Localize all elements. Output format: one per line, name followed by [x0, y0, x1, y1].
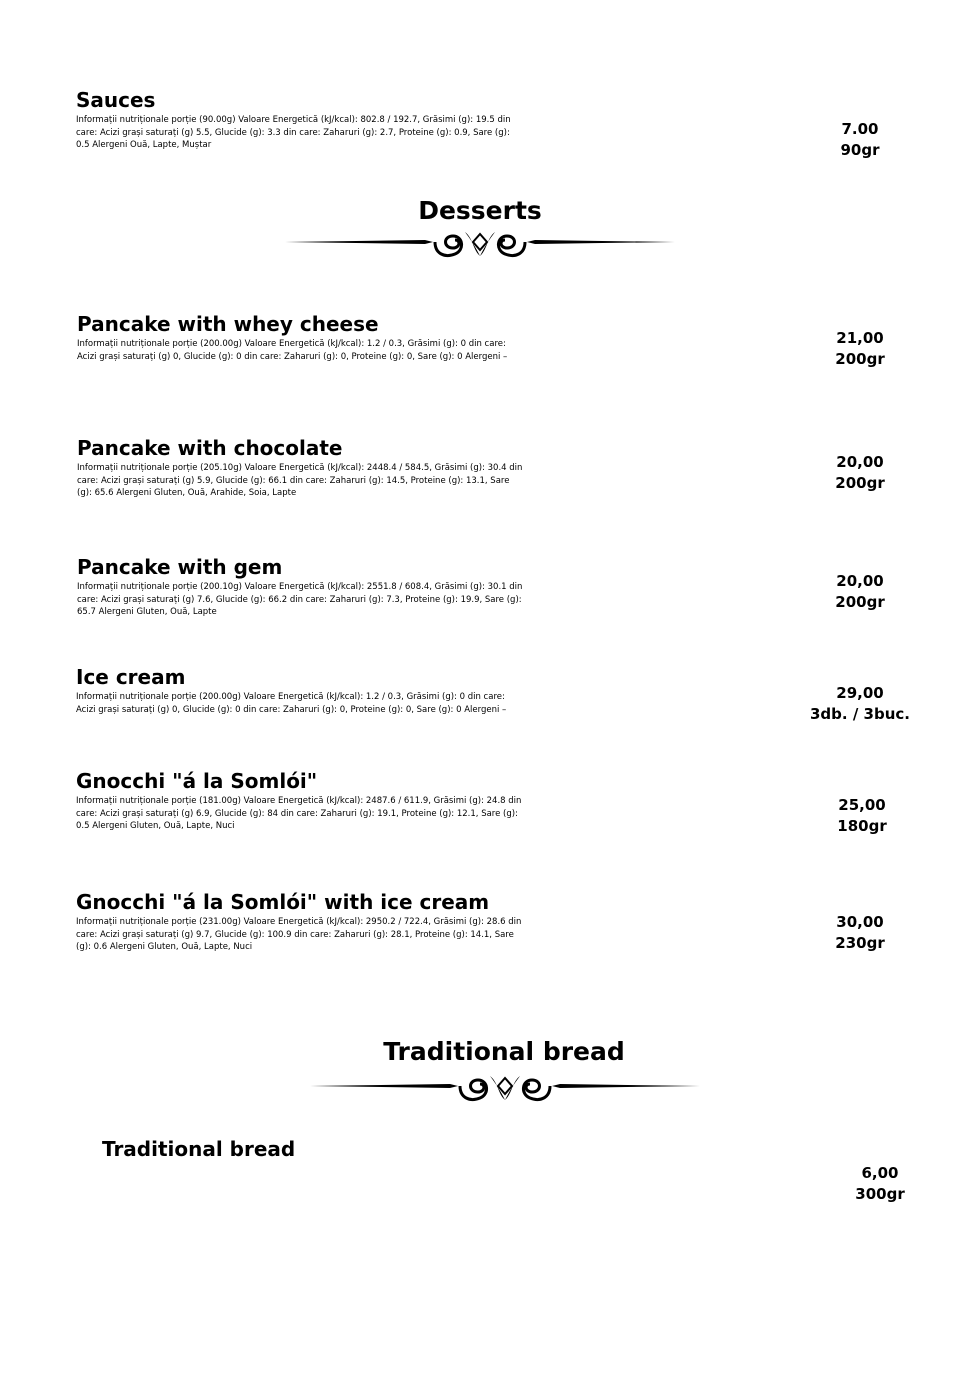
- item-name: Gnocchi "á la Somlói": [76, 769, 318, 793]
- price-block: [790, 912, 930, 954]
- item-weight: 230gr: [835, 934, 885, 952]
- menu-item-ice-cream: [76, 665, 536, 716]
- price-block: [790, 328, 930, 370]
- item-price: 20,00: [836, 453, 884, 471]
- price-block: [810, 1163, 950, 1205]
- item-name: Traditional bread: [102, 1137, 296, 1161]
- section-heading-traditional-bread: Traditional bread: [383, 1037, 625, 1066]
- item-price: 7.00: [841, 120, 879, 138]
- flourish-divider-icon: [285, 226, 675, 262]
- item-nutrition-info: Informații nutriționale porție (90.00g) Valoare Energetică (kJ/kcal): 802.8 / 192.7, Grăsimi (g): 19.5 din care: Acizi grași saturați (g) 5.5, Glucide (g): 3.3 din care: Zaharuri (g): 2.7, Proteine (g): 0.9, Sare (g): 0.5 Alergeni Ouă, Lapte, Muștar: [76, 115, 511, 150]
- item-price: 6,00: [861, 1164, 899, 1182]
- item-nutrition-info: Informații nutriționale porție (200.00g) Valoare Energetică (kJ/kcal): 1.2 / 0.3, Grăsimi (g): 0 din care: Acizi grași saturați (g) 0, Glucide (g): 0 din care: Zaharuri (g): 0, Proteine (g): 0, Sare (g): 0 Alergeni –: [77, 339, 508, 362]
- item-name: Gnocchi "á la Somlói" with ice cream: [76, 890, 490, 914]
- item-weight: 180gr: [837, 817, 887, 835]
- item-weight: 300gr: [855, 1185, 905, 1203]
- flourish-divider-icon: [310, 1070, 700, 1106]
- item-name: Sauces: [76, 88, 156, 112]
- item-nutrition-info: Informații nutriționale porție (231.00g) Valoare Energetică (kJ/kcal): 2950.2 / 722.4, Grăsimi (g): 28.6 din care: Acizi grași saturați (g) 9.7, Glucide (g): 100.9 din care: Zaharuri (g): 28.1, Proteine (g): 14.1, Sare (g): 0.6 Alergeni Gluten, Ouă, Lapte, Nuci: [76, 917, 522, 952]
- item-price: 30,00: [836, 913, 884, 931]
- price-block: [792, 795, 932, 837]
- item-price: 21,00: [836, 329, 884, 347]
- item-weight: 200gr: [835, 593, 885, 611]
- item-price: 20,00: [836, 572, 884, 590]
- item-price: 29,00: [836, 684, 884, 702]
- menu-item-gnocchi-somloi: [76, 769, 536, 833]
- item-weight: 3db. / 3buc.: [810, 705, 910, 723]
- menu-item-pancake-whey-cheese: [77, 312, 537, 363]
- item-name: Pancake with whey cheese: [77, 312, 379, 336]
- item-name: Pancake with gem: [77, 555, 283, 579]
- item-nutrition-info: Informații nutriționale porție (200.10g) Valoare Energetică (kJ/kcal): 2551.8 / 608.4, Grăsimi (g): 30.1 din care: Acizi grași saturați (g) 7.6, Glucide (g): 66.2 din care: Zaharuri (g): 7.3, Proteine (g): 19.9, Sare (g): 65.7 Alergeni Gluten, Ouă, Lapte: [77, 582, 523, 617]
- menu-item-pancake-chocolate: [77, 436, 537, 500]
- item-name: Pancake with chocolate: [77, 436, 343, 460]
- item-nutrition-info: Informații nutriționale porție (205.10g) Valoare Energetică (kJ/kcal): 2448.4 / 584.5, Grăsimi (g): 30.4 din care: Acizi grași saturați (g) 5.9, Glucide (g): 66.1 din care: Zaharuri (g): 14.5, Proteine (g): 13.1, Sare (g): 65.6 Alergeni Gluten, Ouă, Arahide, Soia, Lapte: [77, 463, 523, 498]
- item-price: 25,00: [838, 796, 886, 814]
- item-nutrition-info: Informații nutriționale porție (200.00g) Valoare Energetică (kJ/kcal): 1.2 / 0.3, Grăsimi (g): 0 din care: Acizi grași saturați (g) 0, Glucide (g): 0 din care: Zaharuri (g): 0, Proteine (g): 0, Sare (g): 0 Alergeni –: [76, 692, 507, 715]
- price-block: [790, 452, 930, 494]
- price-block: [790, 683, 930, 725]
- item-nutrition-info: Informații nutriționale porție (181.00g) Valoare Energetică (kJ/kcal): 2487.6 / 611.9, Grăsimi (g): 24.8 din care: Acizi grași saturați (g) 6.9, Glucide (g): 84 din care: Zaharuri (g): 19.1, Proteine (g): 12.1, Sare (g): 0.5 Alergeni Gluten, Ouă, Lapte, Nuci: [76, 796, 522, 831]
- section-heading-desserts: Desserts: [418, 196, 542, 225]
- item-weight: 200gr: [835, 350, 885, 368]
- price-block: [790, 571, 930, 613]
- menu-item-pancake-gem: [77, 555, 537, 619]
- menu-item-gnocchi-somloi-ice-cream: [76, 890, 536, 954]
- menu-item-traditional-bread: [102, 1137, 562, 1161]
- price-block: [790, 119, 930, 161]
- menu-item-sauces: [76, 88, 536, 152]
- item-weight: 90gr: [840, 141, 880, 159]
- item-name: Ice cream: [76, 665, 186, 689]
- item-weight: 200gr: [835, 474, 885, 492]
